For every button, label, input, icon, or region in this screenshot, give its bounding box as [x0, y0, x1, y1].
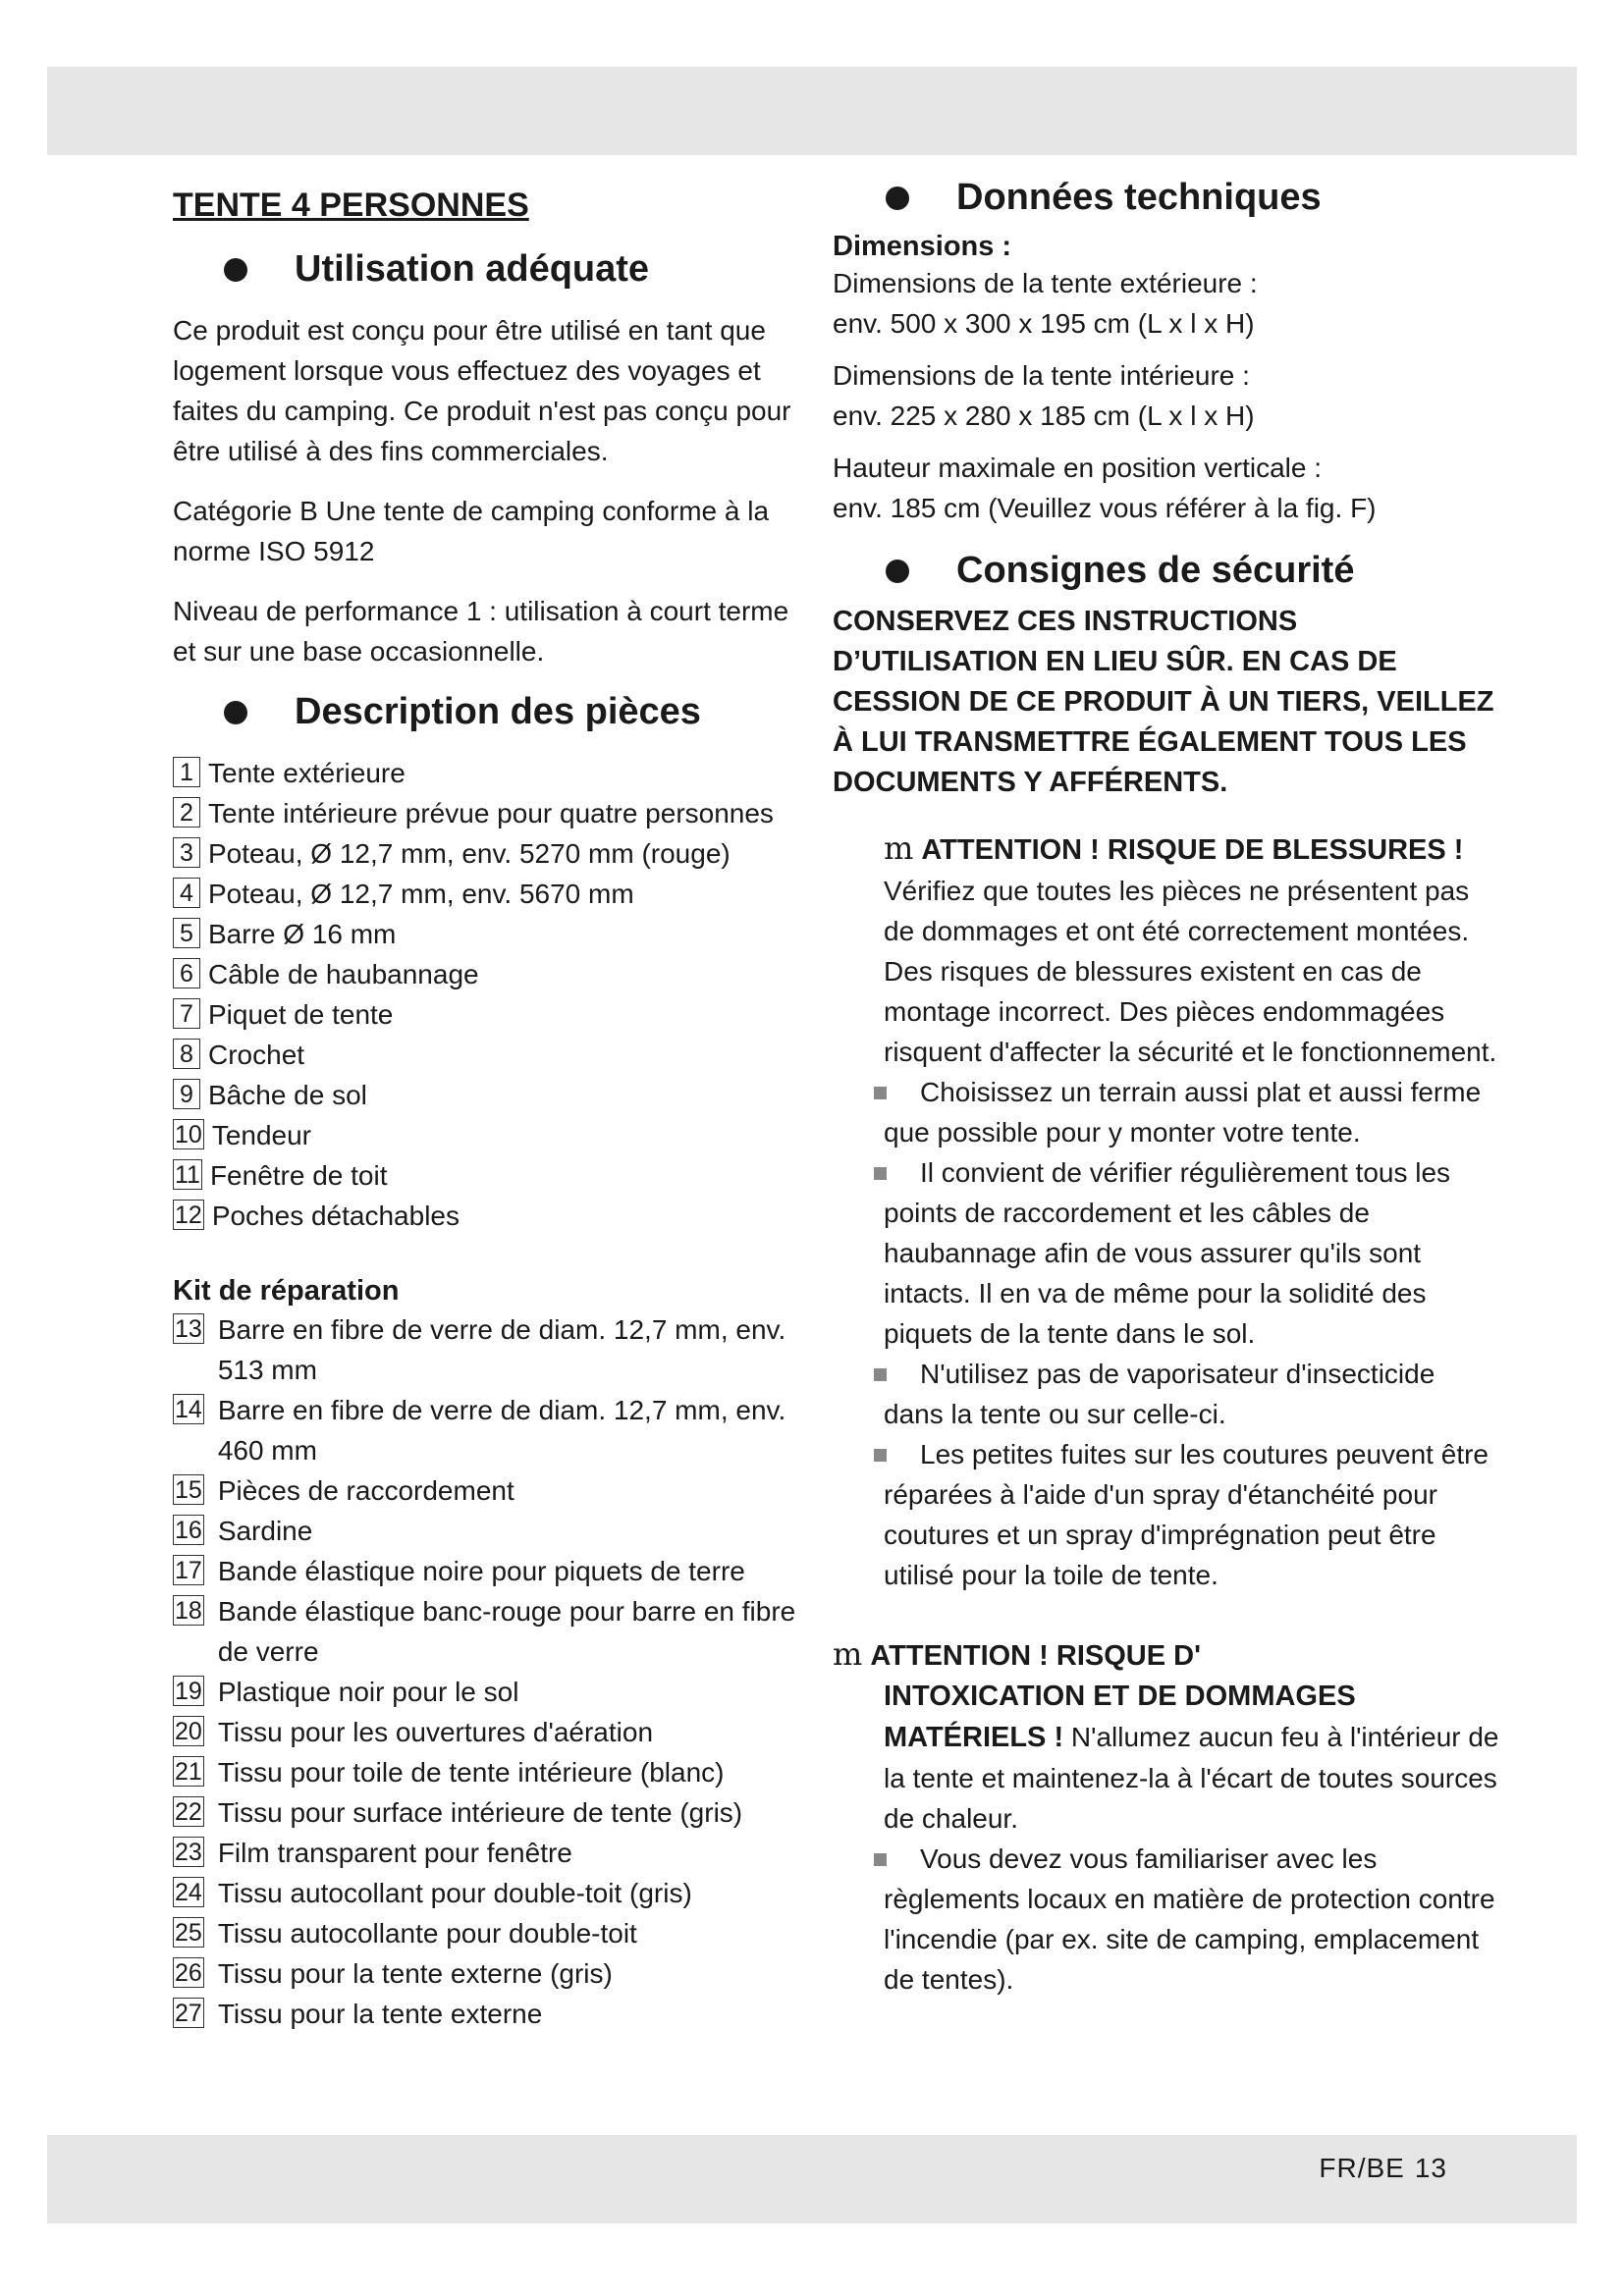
inner-tent-dimensions — [833, 355, 1500, 436]
part-number: 1 — [173, 757, 200, 787]
part-label: Tissu autocollant pour double-toit (gris) — [217, 1878, 692, 1908]
max-height — [833, 448, 1500, 528]
page-number: 13 — [1414, 2153, 1447, 2183]
warning-injury-text: Vérifiez que toutes les pièces ne présentent pas de dommages et ont été correctement montées. Des risques de blessures existent en cas de montage incorrect. Des pièces endommagées risquent d'affecter la sécurité et le fonctionnement. — [884, 876, 1497, 1067]
part-number: 27 — [175, 2000, 202, 2027]
part-number: 24 — [175, 1879, 202, 1906]
part-label: Tente intérieure prévue pour quatre personnes — [208, 798, 774, 828]
section-heading-safety — [833, 550, 1500, 592]
safety-item: N'utilisez pas de vaporisateur d'insecticide dans la tente ou sur celle-ci. — [884, 1359, 1435, 1429]
right-column — [833, 177, 1500, 2000]
part-number: 23 — [175, 1839, 202, 1866]
warning-title — [884, 828, 1500, 871]
part-number: 4 — [173, 878, 200, 908]
list-item — [173, 1994, 801, 2034]
part-number: 11 — [175, 1161, 200, 1189]
part-label: Poches détachables — [211, 1201, 460, 1231]
list-item — [173, 1511, 801, 1551]
list-item — [173, 753, 801, 793]
part-label: Tissu pour toile de tente intérieure (blanc) — [217, 1757, 725, 1788]
square-bullet-icon — [874, 1368, 887, 1381]
part-label: Piquet de tente — [208, 999, 394, 1030]
part-label: Bâche de sol — [208, 1080, 367, 1110]
header-band — [47, 67, 1577, 155]
list-item — [173, 793, 801, 833]
part-number: 7 — [173, 998, 200, 1029]
list-item — [173, 1155, 801, 1196]
max-height-value: env. 185 cm (Veuillez vous référer à la fig. F) — [833, 493, 1377, 523]
keep-instructions-notice: CONSERVEZ CES INSTRUCTIONS D’UTILISATION EN LIEU SÛR. EN CAS DE CESSION DE CE PRODUIT À UN TIERS, VEILLEZ À LUI TRANSMETTRE ÉGALEMENT TOUS LES DOCUMENTS Y AFFÉRENTS. — [833, 606, 1494, 798]
list-item — [173, 1873, 801, 1913]
part-label: Tissu pour la tente externe (gris) — [217, 1958, 613, 1989]
list-item — [173, 1833, 801, 1873]
repair-kit-heading: Kit de réparation — [173, 1275, 400, 1307]
part-label: Câble de haubannage — [208, 959, 479, 989]
repair-kit-list — [173, 1309, 801, 2034]
part-number: 22 — [175, 1798, 202, 1826]
bullet-icon — [886, 187, 909, 210]
parts-list — [173, 753, 801, 1236]
bullet-icon — [224, 701, 247, 724]
part-label: Film transparent pour fenêtre — [217, 1838, 572, 1868]
list-item — [173, 1075, 801, 1115]
outer-tent-label: Dimensions de la tente extérieure : — [833, 268, 1258, 298]
section-heading-parts — [173, 691, 801, 733]
list-item — [884, 1354, 1500, 1434]
part-label: Pièces de raccordement — [217, 1475, 514, 1506]
list-item — [173, 1752, 801, 1792]
list-item — [173, 833, 801, 874]
parts-heading: Description des pièces — [295, 691, 701, 732]
part-label: Tissu pour la tente externe — [217, 1999, 543, 2029]
left-column — [173, 177, 801, 2034]
list-item — [173, 1672, 801, 1712]
bullet-icon — [224, 258, 247, 282]
category-paragraph: Catégorie B Une tente de camping conforme à la norme ISO 5912 — [173, 496, 770, 566]
part-number: 5 — [173, 918, 200, 948]
part-number: 15 — [175, 1476, 202, 1504]
outer-tent-dimensions — [833, 263, 1500, 344]
safety-item: Choisissez un terrain aussi plat et aussi ferme que possible pour y monter votre tente. — [884, 1077, 1482, 1148]
document-title: TENTE 4 PERSONNES — [173, 187, 529, 224]
tech-heading: Données techniques — [956, 177, 1322, 218]
outer-tent-value: env. 500 x 300 x 195 cm (L x l x H) — [833, 308, 1255, 339]
list-item — [884, 1152, 1500, 1354]
part-number: 18 — [175, 1597, 202, 1625]
usage-paragraph: Ce produit est conçu pour être utilisé en tant que logement lorsque vous effectuez des voyages et faites du camping. Ce produit n'est pas conçu pour être utilisé à des fins commerciales. — [173, 315, 791, 466]
part-label: Tissu autocollante pour double-toit — [217, 1918, 637, 1949]
list-item — [173, 1035, 801, 1075]
page-footer — [1319, 2153, 1447, 2184]
list-item — [173, 1390, 801, 1470]
part-label: Bande élastique noire pour piquets de terre — [217, 1556, 745, 1586]
list-item — [173, 954, 801, 994]
list-item — [173, 914, 801, 954]
warning-fire-title-line2: INTOXICATION ET DE DOMMAGES — [884, 1681, 1356, 1712]
square-bullet-icon — [874, 1853, 887, 1866]
usage-heading: Utilisation adéquate — [295, 248, 650, 290]
part-label: Bande élastique banc-rouge pour barre en fibre de verre — [217, 1596, 796, 1667]
list-item — [884, 1434, 1500, 1595]
warning-icon: m — [884, 829, 914, 867]
part-number: 16 — [175, 1517, 202, 1544]
locale-label: FR/BE — [1319, 2153, 1405, 2183]
part-number: 25 — [175, 1919, 202, 1947]
part-label: Tissu pour surface intérieure de tente (gris) — [217, 1797, 743, 1828]
part-label: Tendeur — [211, 1120, 311, 1150]
dimensions-label: Dimensions : — [833, 231, 1012, 262]
list-item — [884, 1072, 1500, 1152]
part-number: 10 — [175, 1121, 202, 1148]
list-item — [173, 1591, 801, 1672]
list-item — [173, 1953, 801, 1994]
warning-title-line2 — [884, 1677, 1500, 1717]
section-heading-tech — [833, 177, 1500, 219]
safety-item: Vous devez vous familiariser avec les règlements locaux en matière de protection contre l'incendie (par ex. site de camping, emplacement de tentes). — [884, 1843, 1495, 1995]
part-number: 2 — [173, 797, 200, 828]
part-label: Crochet — [208, 1040, 305, 1070]
list-item — [173, 1309, 801, 1390]
part-label: Barre en fibre de verre de diam. 12,7 mm, env. 460 mm — [217, 1395, 786, 1466]
warning-fire-text-rest: l'intérieur de la tente et maintenez-la à l'écart de toutes sources de chaleur. — [884, 1722, 1499, 1834]
warning-fire-text — [884, 1717, 1500, 1839]
part-number: 6 — [173, 958, 200, 988]
performance-paragraph: Niveau de performance 1 : utilisation à court terme et sur une base occasionnelle. — [173, 596, 789, 667]
warning-title — [833, 1634, 1500, 1677]
dimensions-block — [833, 263, 1500, 528]
list-item — [173, 1115, 801, 1155]
warning-fire — [833, 1634, 1500, 2000]
list-item — [173, 994, 801, 1035]
inner-tent-value: env. 225 x 280 x 185 cm (L x l x H) — [833, 400, 1255, 431]
part-label: Plastique noir pour le sol — [217, 1677, 519, 1707]
part-label: Tente extérieure — [208, 758, 406, 788]
part-number: 17 — [175, 1557, 202, 1584]
safety-heading: Consignes de sécurité — [956, 550, 1355, 591]
part-label: Barre Ø 16 mm — [208, 919, 397, 949]
safety-item: Les petites fuites sur les coutures peuvent être réparées à l'aide d'un spray d'étanchéité pour coutures et un spray d'imprégnation peut être utilisé pour la toile de tente. — [884, 1439, 1489, 1590]
part-number: 20 — [175, 1718, 202, 1745]
safety-item: Il convient de vérifier régulièrement tous les points de raccordement et les câbles de haubannage afin de vous assurer qu'ils sont intacts. Il en va de même pour la solidité des piquets de la tente dans le sol. — [884, 1157, 1451, 1349]
part-label: Poteau, Ø 12,7 mm, env. 5270 mm (rouge) — [208, 838, 731, 869]
part-number: 3 — [173, 837, 200, 868]
list-item — [173, 1792, 801, 1833]
part-number: 8 — [173, 1039, 200, 1069]
part-number: 14 — [175, 1396, 202, 1423]
part-number: 12 — [175, 1201, 202, 1229]
square-bullet-icon — [874, 1087, 887, 1099]
list-item — [173, 1551, 801, 1591]
part-label: Sardine — [217, 1516, 313, 1546]
list-item — [173, 1470, 801, 1511]
part-label: Tissu pour les ouvertures d'aération — [217, 1717, 654, 1747]
warning-fire-title-line1: ATTENTION ! RISQUE D' — [870, 1640, 1201, 1672]
warning-injury — [884, 828, 1500, 1595]
part-label: Barre en fibre de verre de diam. 12,7 mm, env. 513 mm — [217, 1314, 786, 1385]
square-bullet-icon — [874, 1449, 887, 1462]
bullet-icon — [886, 560, 909, 583]
part-label: Fenêtre de toit — [209, 1160, 388, 1191]
part-number: 26 — [175, 1959, 202, 1987]
list-item — [173, 1913, 801, 1953]
part-number: 21 — [175, 1758, 202, 1786]
square-bullet-icon — [874, 1167, 887, 1180]
warning-fire-text-inline: N'allumez aucun feu à — [1070, 1722, 1343, 1752]
part-label: Poteau, Ø 12,7 mm, env. 5670 mm — [208, 879, 634, 909]
warning-icon: m — [833, 1635, 863, 1673]
list-item — [173, 874, 801, 914]
list-item — [173, 1712, 801, 1752]
warning-fire-title-line3: MATÉRIELS ! — [884, 1722, 1064, 1753]
section-heading-usage — [173, 248, 801, 291]
part-number: 9 — [173, 1079, 200, 1109]
inner-tent-label: Dimensions de la tente intérieure : — [833, 360, 1250, 391]
part-number: 19 — [175, 1678, 202, 1705]
part-number: 13 — [175, 1315, 202, 1343]
max-height-label: Hauteur maximale en position verticale : — [833, 453, 1323, 483]
list-item — [173, 1196, 801, 1236]
list-item — [884, 1839, 1500, 2000]
warning-injury-title: ATTENTION ! RISQUE DE BLESSURES ! — [921, 834, 1464, 866]
